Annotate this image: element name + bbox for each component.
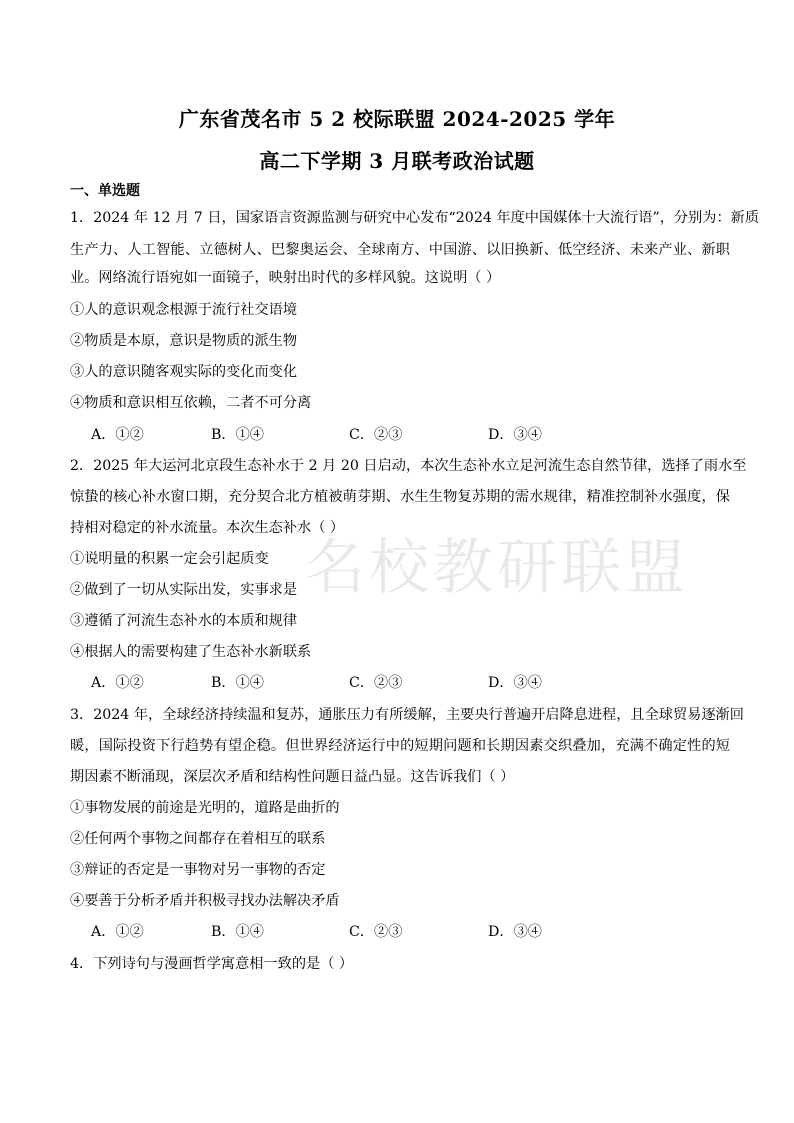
watermark: 名校教研联盟: [305, 533, 689, 603]
question-1-line-3: 业。网络流行语宛如一面镜子，映射出时代的多样风貌。这说明（ ）: [70, 270, 501, 286]
question-1-line-2: 生产力、人工智能、立德树人、巴黎奥运会、全球南方、中国游、以旧换新、低空经济、未来产业、新职: [70, 242, 730, 258]
question-1-option-b: B．①④: [211, 427, 264, 443]
question-2-line-2: 惊蛰的核心补水窗口期，充分契合北方植被萌芽期、水生生物复苏期的需水规律，精准控制补水强度，保: [70, 489, 730, 505]
question-1-statement-2: ②物质是本原，意识是物质的派生物: [70, 333, 298, 349]
question-2-line-3: 持相对稳定的补水流量。本次生态补水（ ）: [70, 520, 345, 536]
question-2-line-1: 2．2025 年大运河北京段生态补水于 2 月 20 日启动，本次生态补水立足河流生态自然节律，选择了雨水至: [70, 458, 747, 474]
question-2-option-c: C．②③: [349, 675, 403, 691]
question-3-option-d: D．③④: [488, 924, 542, 940]
question-1-option-a: A．①②: [91, 427, 144, 443]
question-3-statement-3: ③辩证的否定是一事物对另一事物的否定: [70, 862, 326, 878]
question-3-option-b: B．①④: [211, 924, 264, 940]
section-heading: 一、单选题: [70, 183, 140, 199]
question-2-option-b: B．①④: [211, 675, 264, 691]
question-3-statement-4: ④要善于分析矛盾并积极寻找办法解决矛盾: [70, 893, 340, 909]
question-1-line-1: 1．2024 年 12 月 7 日，国家语言资源监测与研究中心发布“2024 年度中国媒体十大流行语”，分别为：新质: [70, 210, 760, 226]
question-3-line-1: 3．2024 年，全球经济持续温和复苏，通胀压力有所缓解，主要央行普遍开启降息进程，且全球贸易逐渐回: [70, 707, 744, 723]
question-2-statement-3: ③遵循了河流生态补水的本质和规律: [70, 613, 298, 629]
question-3-line-2: 暖，国际投资下行趋势有望企稳。但世界经济运行中的短期问题和长期因素交织叠加，充满不确定性的短: [70, 738, 730, 754]
question-4-line-1: 4．下列诗句与漫画哲学寓意相一致的是（ ）: [70, 956, 354, 972]
question-3-option-a: A．①②: [91, 924, 144, 940]
question-3-statement-1: ①事物发展的前途是光明的，道路是曲折的: [70, 800, 340, 816]
question-1-statement-4: ④物质和意识相互依赖，二者不可分离: [70, 395, 312, 411]
question-3-statement-2: ②任何两个事物之间都存在着相互的联系: [70, 831, 326, 847]
question-1-option-d: D．③④: [488, 427, 542, 443]
question-2-option-d: D．③④: [488, 675, 542, 691]
question-1-statement-3: ③人的意识随客观实际的变化而变化: [70, 364, 298, 380]
question-3-line-3: 期因素不断涌现，深层次矛盾和结构性问题日益凸显。这告诉我们（ ）: [70, 769, 515, 785]
question-2-statement-2: ②做到了一切从实际出发，实事求是: [70, 582, 298, 598]
question-2-option-a: A．①②: [91, 675, 144, 691]
question-1-statement-1: ①人的意识观念根源于流行社交语境: [70, 302, 298, 318]
question-2-statement-4: ④根据人的需要构建了生态补水新联系: [70, 644, 312, 660]
question-1-option-c: C．②③: [349, 427, 403, 443]
question-2-statement-1: ①说明量的积累一定会引起质变: [70, 551, 269, 567]
page-title: 广东省茂名市 5 2 校际联盟 2024-2025 学年: [178, 107, 616, 131]
page-subtitle: 高二下学期 3 月联考政治试题: [259, 149, 535, 173]
question-3-option-c: C．②③: [349, 924, 403, 940]
